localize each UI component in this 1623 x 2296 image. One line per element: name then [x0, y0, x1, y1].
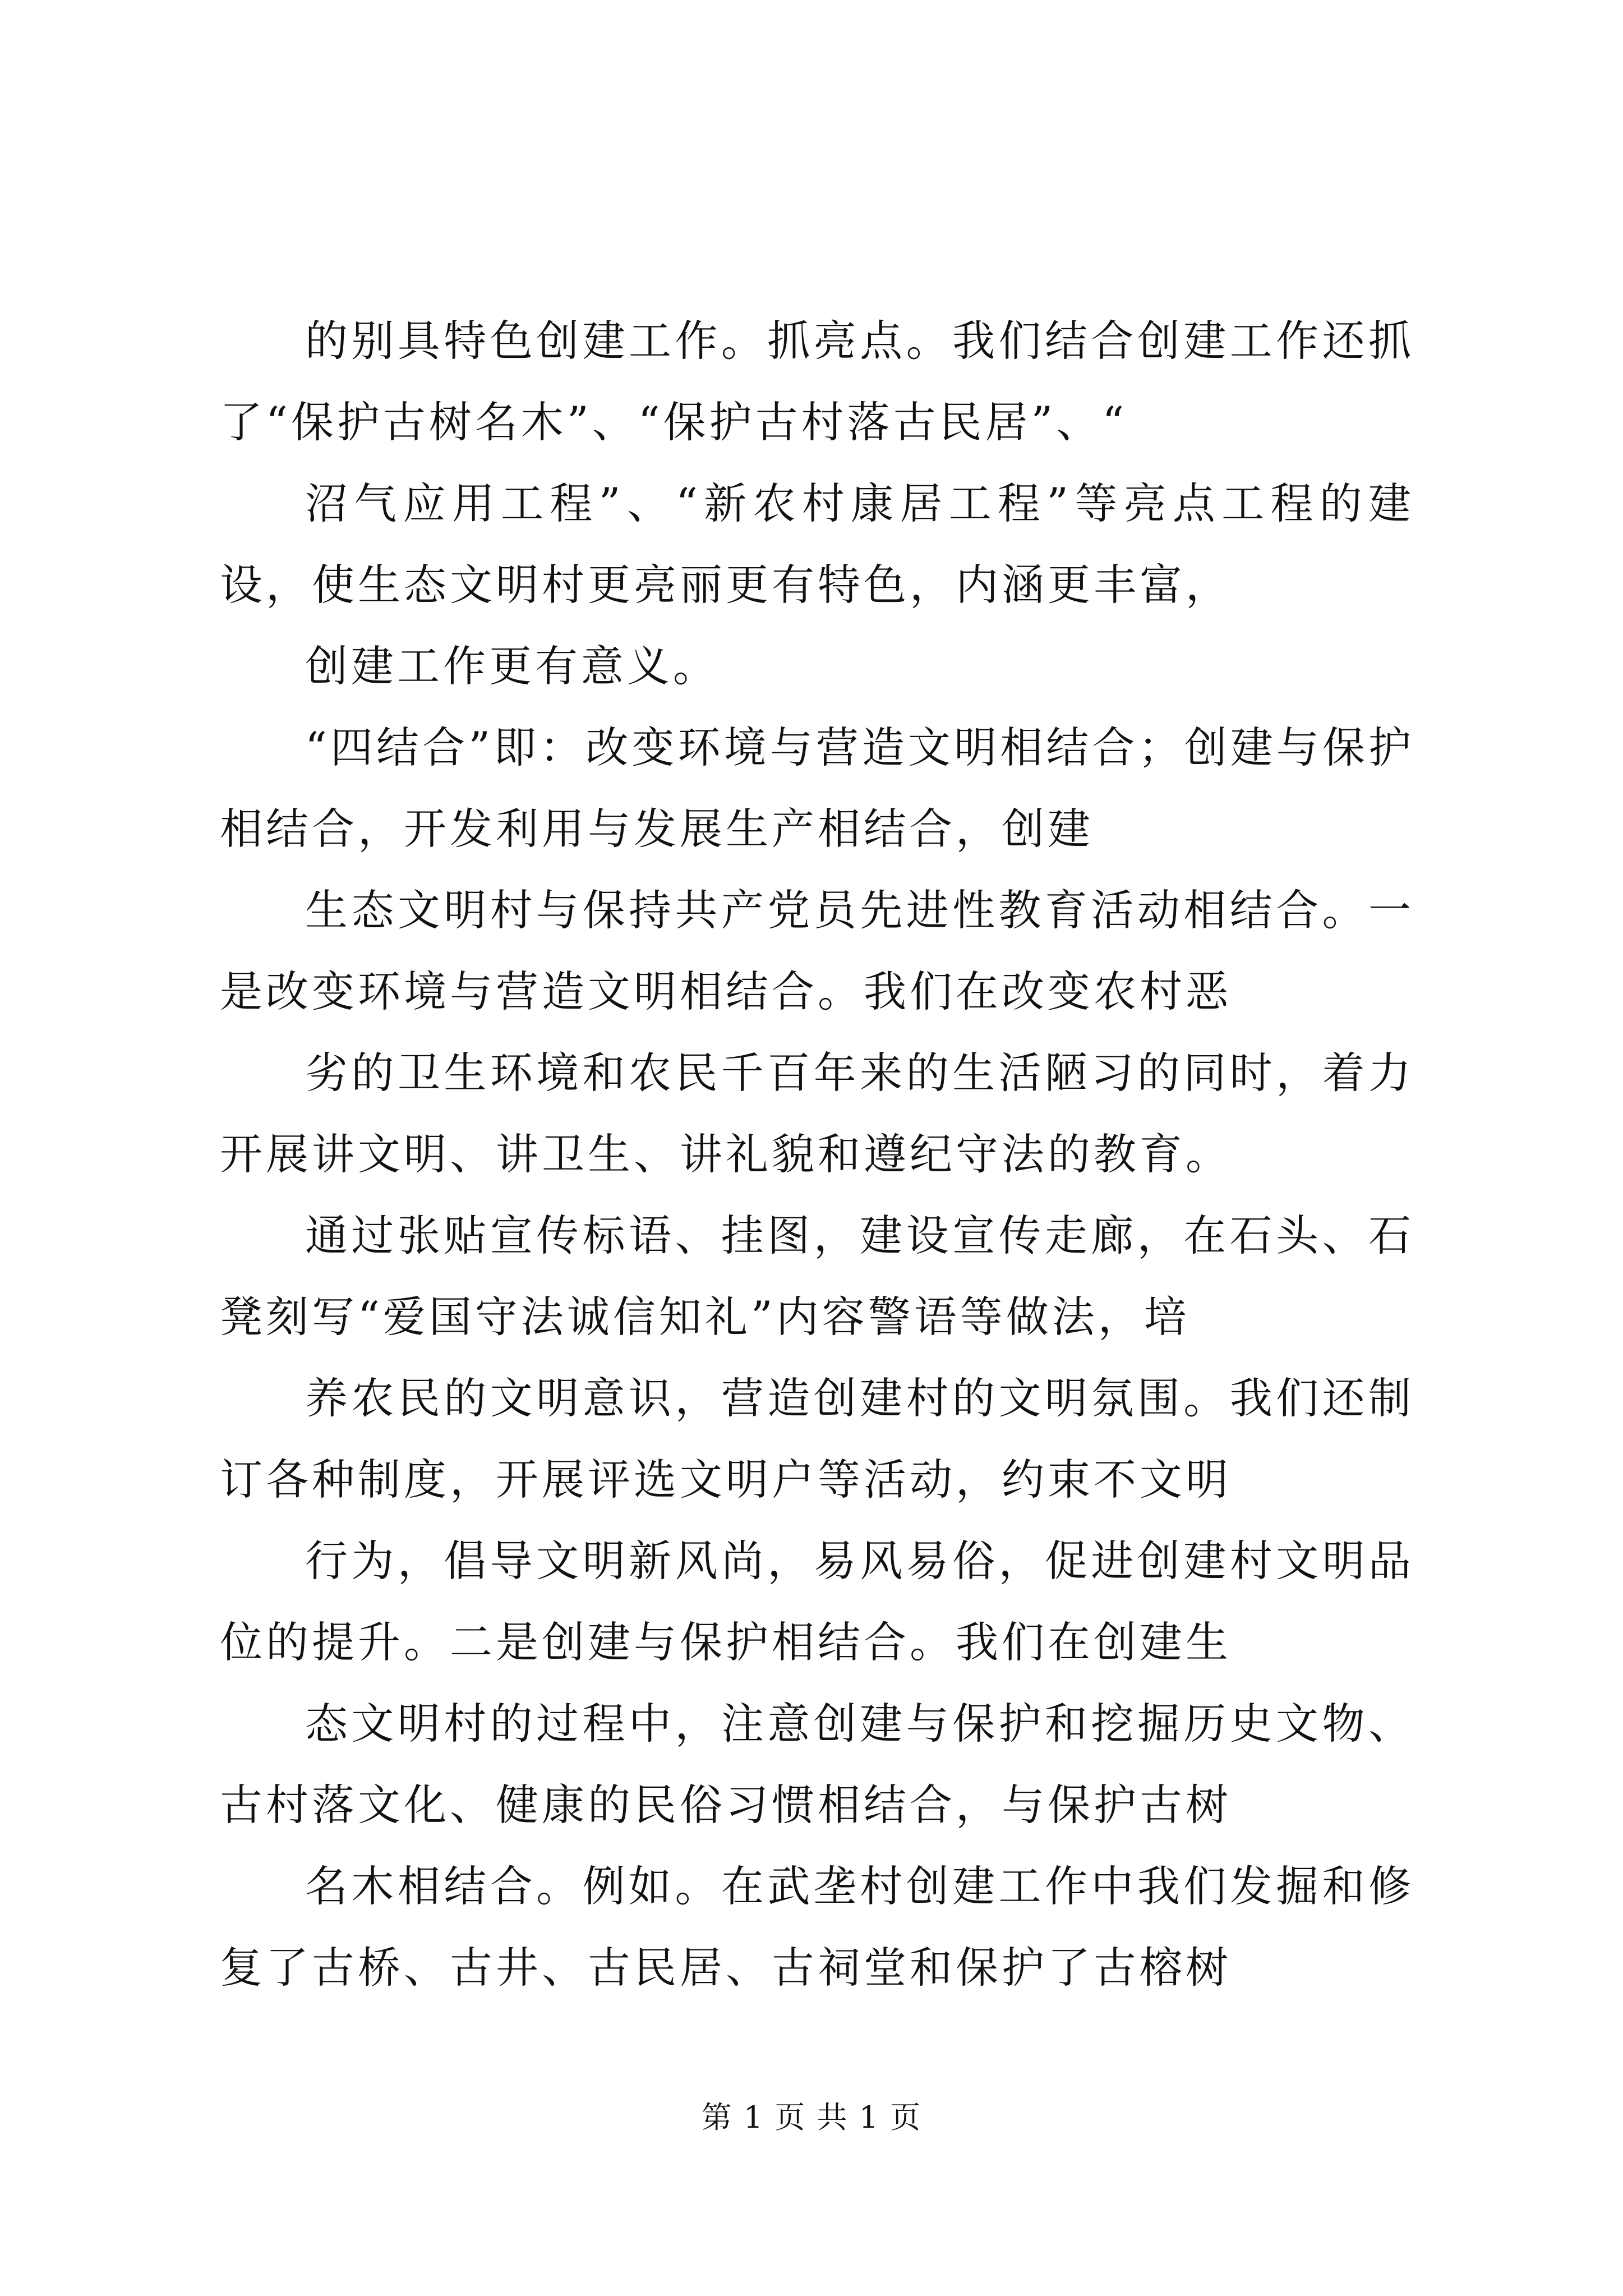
paragraph-9: 行为，倡导文明新风尚，易风易俗，促进创建村文明品位的提升。二是创建与保护相结合。我们在创建生: [220, 1536, 1414, 1667]
paragraph-6: 劣的卫生环境和农民千百年来的生活陋习的同时，着力开展讲文明、讲卫生、讲礼貌和遵纪守法的教育。: [220, 1048, 1414, 1179]
paragraph-2: 沼气应用工程”、“新农村康居工程”等亮点工程的建设，使生态文明村更亮丽更有特色，内涵更丰富，: [220, 478, 1414, 610]
paragraph-3: 创建工作更有意义。: [305, 641, 719, 691]
paragraph-5: 生态文明村与保持共产党员先进性教育活动相结合。一是改变环境与营造文明相结合。我们在改变农村恶: [220, 885, 1414, 1016]
paragraph-10: 态文明村的过程中，注意创建与保护和挖掘历史文物、古村落文化、健康的民俗习惯相结合，与保护古树: [220, 1699, 1414, 1830]
page-footer: 第 1 页 共 1 页: [701, 2100, 922, 2135]
body-text: [220, 300, 1414, 2008]
paragraph-8: 养农民的文明意识，营造创建村的文明氛围。我们还制订各种制度，开展评选文明户等活动，约束不文明: [220, 1373, 1414, 1504]
paragraph-11: 名木相结合。例如。在武垄村创建工作中我们发掘和修复了古桥、古井、古民居、古祠堂和保护了古榕树: [220, 1861, 1414, 1993]
paragraph-4: “四结合”即：改变环境与营造文明相结合；创建与保护相结合，开发利用与发展生产相结合，创建: [220, 723, 1414, 854]
paragraph-7: 通过张贴宣传标语、挂图，建设宣传走廊，在石头、石凳刻写“爱国守法诚信知礼”内容警语等做法，培: [220, 1211, 1414, 1342]
paragraph-1: 的别具特色创建工作。抓亮点。我们结合创建工作还抓了“保护古树名木”、“保护古村落古民居”、“: [220, 316, 1414, 447]
